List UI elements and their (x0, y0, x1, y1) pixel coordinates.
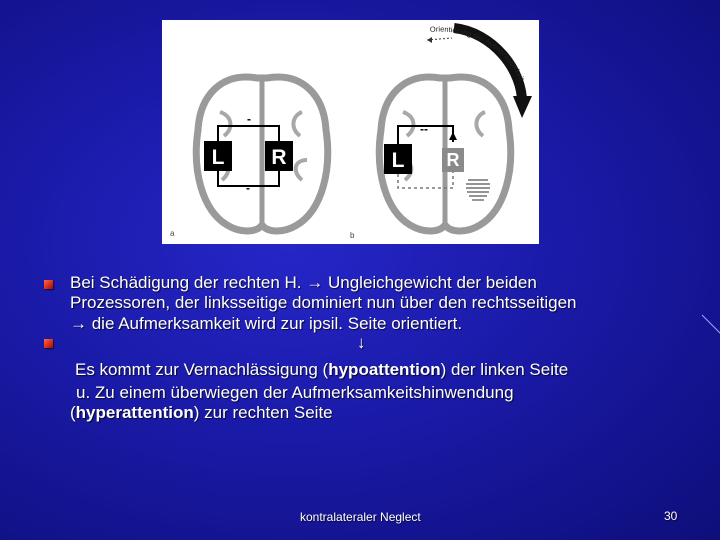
bullet-2-line-1: Es kommt zur Vernachlässigung (hypoattention) der linken Seite (75, 360, 569, 379)
svg-text:L: L (391, 149, 405, 172)
page-number: 30 (664, 509, 678, 523)
right-minus-top: -- (420, 122, 428, 136)
left-minus-bottom: - (246, 181, 250, 195)
bullet-1-line-3: → die Aufmerksamkeit wird zur ipsil. Seite orientiert. (70, 314, 463, 333)
svg-text:R: R (446, 150, 460, 170)
left-minus-top: - (247, 112, 251, 126)
panel-a-label: a (170, 229, 175, 238)
bullet-marker-1 (44, 280, 53, 289)
svg-text:R: R (271, 146, 287, 169)
bullet-2-line-3: (hyperattention) zur rechten Seite (70, 403, 333, 422)
hypoattention-term: hypoattention (328, 360, 441, 379)
bullet-1-line-1: Bei Schädigung der rechten H. → Ungleichgewicht der beiden (70, 273, 537, 292)
footer-title: kontralateraler Neglect (300, 510, 421, 524)
attention-arc-label: Orientierung der Aufmerksamkeit (429, 24, 527, 83)
hyperattention-term: hyperattention (75, 403, 194, 422)
decorative-line (700, 305, 720, 345)
brain-diagram-svg (162, 20, 539, 244)
svg-text:L: L (211, 146, 225, 169)
bullet-marker-2 (44, 339, 53, 348)
bullet-2-line-2: u. Zu einem überwiegen der Aufmerksamkeitshinwendung (76, 383, 514, 402)
brain-diagram-figure (162, 20, 539, 244)
panel-b-label: b (350, 231, 355, 240)
bullet-1-line-2: Prozessoren, der linksseitige dominiert nun über den rechtsseitigen (70, 293, 577, 312)
down-arrow: ↓ (357, 333, 366, 352)
